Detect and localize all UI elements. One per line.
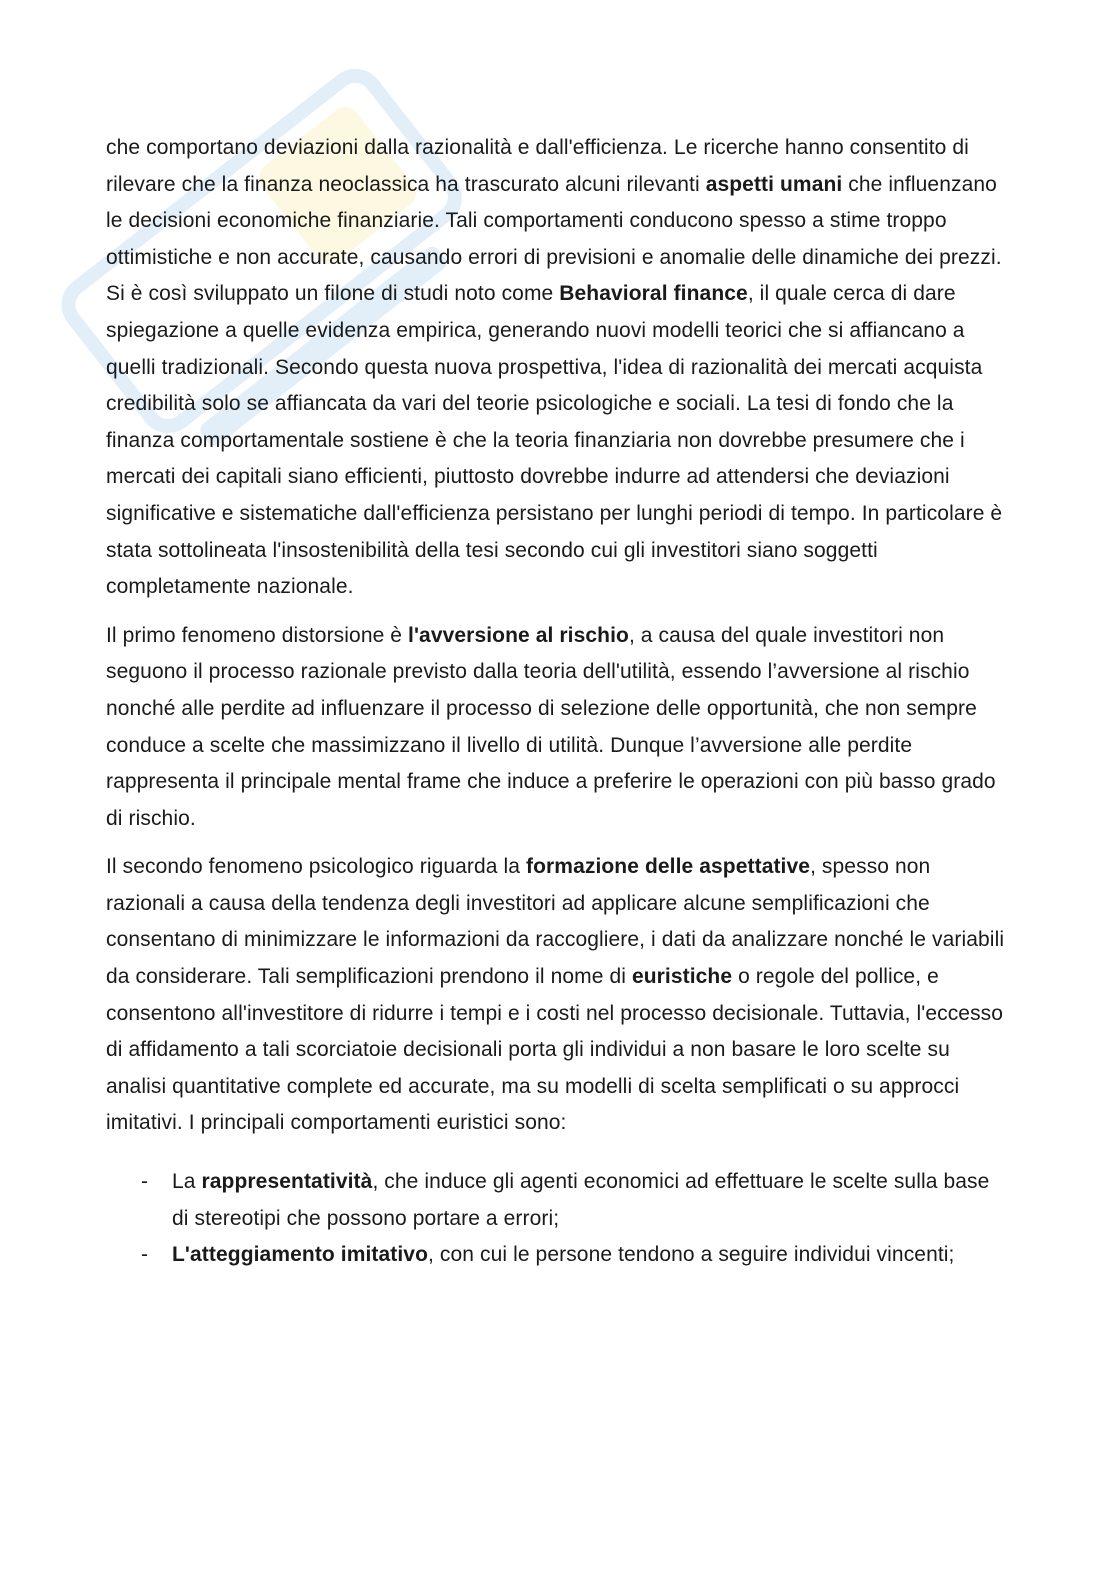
- text-run: La: [172, 1170, 202, 1194]
- bullet-item: [106, 1237, 1006, 1274]
- bold-term: rappresentatività: [201, 1170, 373, 1194]
- text-run: , il quale cerca di dare spiegazione a quelle evidenza empirica, generando nuovi modelli teorici che si affiancano a quelli tradizionali. Secondo questa nuova prospettiva, l'idea di razionalità dei mercati acquista credibilità solo se affiancata da vari del teorie psicologiche e sociali. La tesi di fondo che la finanza comportamentale sostiene è che la teoria finanziaria non dovrebbe presumere che i mercati dei capitali siano efficienti, piuttosto dovrebbe indurre ad attendersi che deviazioni significative e sistematiche dall'efficienza persistano per lunghi periodi di tempo. In particolare è stata sottolineata l'insostenibilità della tesi secondo cui gli investitori siano soggetti completamente nazionale.: [106, 282, 1003, 599]
- bold-term: Behavioral finance: [559, 282, 748, 306]
- bold-term: euristiche: [631, 965, 733, 989]
- paragraph: [106, 849, 1006, 1142]
- text-run: , a causa del quale investitori non seguono il processo razionale previsto dalla teoria dell'utilità, essendo l’avversione al rischio nonché alle perdite ad influenzare il processo di selezione delle opportunità, che non sempre conduce a scelte che massimizzano il livello di utilità. Dunque l’avversione alle perdite rappresenta il principale mental frame che induce a preferire le operazioni con più basso grado di rischio.: [106, 623, 996, 830]
- text-run: , con cui le persone tendono a seguire individui vincenti;: [428, 1243, 955, 1267]
- text-run: o regole del pollice, e consentono all'investitore di ridurre i tempi e i costi nel processo decisionale. Tuttavia, l'eccesso di affidamento a tali scorciatoie decisionali porta gli individui a non basare le loro scelte su analisi quantitative complete ed accurate, ma su modelli di scelta semplificati o su approcci imitativi. I principali comportamenti euristici sono:: [106, 965, 1004, 1135]
- bold-term: l'avversione al rischio: [408, 623, 629, 647]
- bold-term: aspetti umani: [705, 172, 843, 196]
- bold-term: L'atteggiamento imitativo: [172, 1243, 429, 1267]
- paragraphs: [106, 130, 1006, 1142]
- text-run: che influenzano le decisioni economiche finanziarie. Tali comportamenti conducono spesso a stime troppo ottimistiche e non accurate, causando errori di previsioni e anomalie delle dinamiche dei prezzi. Si è così sviluppato un filone di studi noto come: [106, 172, 1002, 306]
- text-run: che comportano deviazioni dalla razionalità e dall'efficienza. Le ricerche hanno consentito di rilevare che la finanza neoclassica ha trascurato alcuni rilevanti: [106, 136, 969, 196]
- paragraph: [106, 618, 1006, 838]
- bullet-marker: -: [141, 1170, 149, 1194]
- text-run: , che induce gli agenti economici ad effettuare le scelte sulla base di stereotipi che possono portare a errori;: [172, 1170, 990, 1230]
- text-run: , spesso non razionali a causa della tendenza degli investitori ad applicare alcune semplificazioni che consentano di minimizzare le informazioni da raccogliere, i dati da analizzare nonché le variabili da considerare. Tali semplificazioni prendono il nome di: [106, 855, 1005, 989]
- bullet-item: [106, 1164, 1006, 1237]
- text-run: Il primo fenomeno distorsione è: [106, 623, 409, 647]
- document-body: [106, 130, 1006, 1274]
- bullet-list: [106, 1164, 1006, 1274]
- bold-term: formazione delle aspettative: [526, 855, 811, 879]
- text-run: Il secondo fenomeno psicologico riguarda la: [106, 855, 526, 879]
- paragraph: [106, 130, 1006, 606]
- bullet-marker: -: [141, 1243, 149, 1267]
